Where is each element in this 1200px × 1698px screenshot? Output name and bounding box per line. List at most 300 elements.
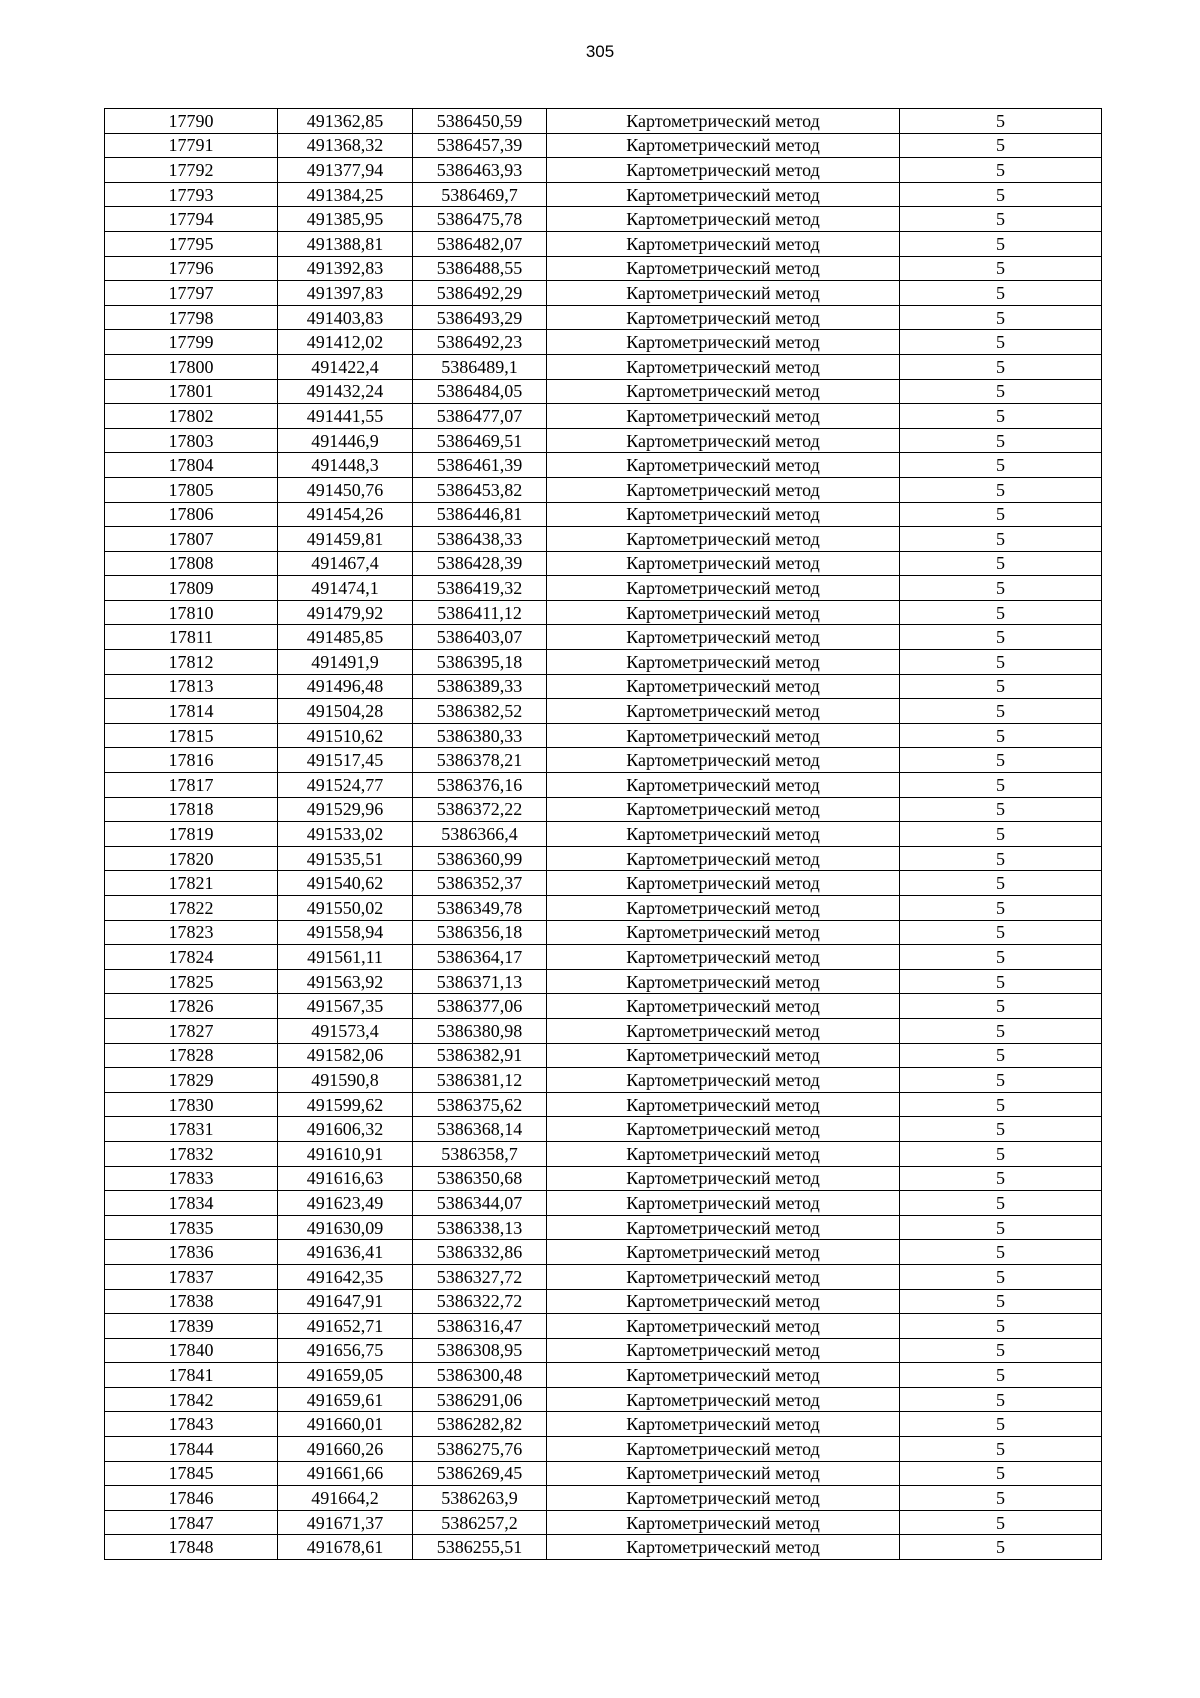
point-number-cell: 17827 (105, 1018, 278, 1043)
y-coordinate-cell: 5386411,12 (413, 600, 547, 625)
point-number-cell: 17824 (105, 945, 278, 970)
y-coordinate-cell: 5386338,13 (413, 1215, 547, 1240)
accuracy-cell: 5 (900, 133, 1102, 158)
table-row (105, 1092, 1102, 1117)
method-cell: Картометрический метод (547, 453, 900, 478)
table-row (105, 1338, 1102, 1363)
method-cell: Картометрический метод (547, 207, 900, 232)
accuracy-cell: 5 (900, 1215, 1102, 1240)
accuracy-cell: 5 (900, 1068, 1102, 1093)
accuracy-cell: 5 (900, 428, 1102, 453)
x-coordinate-cell: 491636,41 (278, 1240, 413, 1265)
accuracy-cell: 5 (900, 1043, 1102, 1068)
coordinates-table-body (105, 109, 1102, 1560)
y-coordinate-cell: 5386382,91 (413, 1043, 547, 1068)
accuracy-cell: 5 (900, 158, 1102, 183)
y-coordinate-cell: 5386275,76 (413, 1437, 547, 1462)
point-number-cell: 17848 (105, 1535, 278, 1560)
method-cell: Картометрический метод (547, 1018, 900, 1043)
y-coordinate-cell: 5386255,51 (413, 1535, 547, 1560)
point-number-cell: 17811 (105, 625, 278, 650)
method-cell: Картометрический метод (547, 404, 900, 429)
y-coordinate-cell: 5386403,07 (413, 625, 547, 650)
y-coordinate-cell: 5386364,17 (413, 945, 547, 970)
x-coordinate-cell: 491403,83 (278, 305, 413, 330)
x-coordinate-cell: 491540,62 (278, 871, 413, 896)
method-cell: Картометрический метод (547, 723, 900, 748)
table-row (105, 1191, 1102, 1216)
x-coordinate-cell: 491630,09 (278, 1215, 413, 1240)
y-coordinate-cell: 5386446,81 (413, 502, 547, 527)
accuracy-cell: 5 (900, 477, 1102, 502)
accuracy-cell: 5 (900, 576, 1102, 601)
x-coordinate-cell: 491496,48 (278, 674, 413, 699)
table-row (105, 477, 1102, 502)
x-coordinate-cell: 491504,28 (278, 699, 413, 724)
x-coordinate-cell: 491582,06 (278, 1043, 413, 1068)
method-cell: Картометрический метод (547, 354, 900, 379)
method-cell: Картометрический метод (547, 133, 900, 158)
table-row (105, 822, 1102, 847)
accuracy-cell: 5 (900, 920, 1102, 945)
accuracy-cell: 5 (900, 994, 1102, 1019)
method-cell: Картометрический метод (547, 945, 900, 970)
x-coordinate-cell: 491623,49 (278, 1191, 413, 1216)
x-coordinate-cell: 491441,55 (278, 404, 413, 429)
y-coordinate-cell: 5386372,22 (413, 797, 547, 822)
y-coordinate-cell: 5386475,78 (413, 207, 547, 232)
point-number-cell: 17804 (105, 453, 278, 478)
table-row (105, 1289, 1102, 1314)
method-cell: Картометрический метод (547, 846, 900, 871)
x-coordinate-cell: 491385,95 (278, 207, 413, 232)
point-number-cell: 17845 (105, 1461, 278, 1486)
table-row (105, 158, 1102, 183)
y-coordinate-cell: 5386360,99 (413, 846, 547, 871)
method-cell: Картометрический метод (547, 231, 900, 256)
point-number-cell: 17837 (105, 1264, 278, 1289)
table-row (105, 428, 1102, 453)
accuracy-cell: 5 (900, 1412, 1102, 1437)
table-row (105, 994, 1102, 1019)
y-coordinate-cell: 5386316,47 (413, 1314, 547, 1339)
point-number-cell: 17802 (105, 404, 278, 429)
x-coordinate-cell: 491660,26 (278, 1437, 413, 1462)
table-row (105, 1461, 1102, 1486)
x-coordinate-cell: 491388,81 (278, 231, 413, 256)
method-cell: Картометрический метод (547, 158, 900, 183)
table-row (105, 207, 1102, 232)
method-cell: Картометрический метод (547, 379, 900, 404)
x-coordinate-cell: 491606,32 (278, 1117, 413, 1142)
x-coordinate-cell: 491491,9 (278, 650, 413, 675)
table-row (105, 846, 1102, 871)
method-cell: Картометрический метод (547, 1387, 900, 1412)
method-cell: Картометрический метод (547, 527, 900, 552)
method-cell: Картометрический метод (547, 1043, 900, 1068)
accuracy-cell: 5 (900, 1486, 1102, 1511)
accuracy-cell: 5 (900, 748, 1102, 773)
accuracy-cell: 5 (900, 600, 1102, 625)
y-coordinate-cell: 5386308,95 (413, 1338, 547, 1363)
table-row (105, 945, 1102, 970)
y-coordinate-cell: 5386349,78 (413, 896, 547, 921)
x-coordinate-cell: 491610,91 (278, 1141, 413, 1166)
method-cell: Картометрический метод (547, 1412, 900, 1437)
point-number-cell: 17839 (105, 1314, 278, 1339)
x-coordinate-cell: 491524,77 (278, 773, 413, 798)
table-row (105, 723, 1102, 748)
y-coordinate-cell: 5386366,4 (413, 822, 547, 847)
accuracy-cell: 5 (900, 281, 1102, 306)
y-coordinate-cell: 5386356,18 (413, 920, 547, 945)
method-cell: Картометрический метод (547, 1314, 900, 1339)
accuracy-cell: 5 (900, 1437, 1102, 1462)
point-number-cell: 17807 (105, 527, 278, 552)
x-coordinate-cell: 491362,85 (278, 109, 413, 134)
x-coordinate-cell: 491642,35 (278, 1264, 413, 1289)
accuracy-cell: 5 (900, 207, 1102, 232)
y-coordinate-cell: 5386453,82 (413, 477, 547, 502)
x-coordinate-cell: 491459,81 (278, 527, 413, 552)
x-coordinate-cell: 491659,61 (278, 1387, 413, 1412)
point-number-cell: 17815 (105, 723, 278, 748)
y-coordinate-cell: 5386332,86 (413, 1240, 547, 1265)
table-row (105, 773, 1102, 798)
x-coordinate-cell: 491517,45 (278, 748, 413, 773)
method-cell: Картометрический метод (547, 1437, 900, 1462)
point-number-cell: 17836 (105, 1240, 278, 1265)
method-cell: Картометрический метод (547, 551, 900, 576)
y-coordinate-cell: 5386322,72 (413, 1289, 547, 1314)
table-row (105, 896, 1102, 921)
table-row (105, 576, 1102, 601)
table-row (105, 1240, 1102, 1265)
accuracy-cell: 5 (900, 1117, 1102, 1142)
x-coordinate-cell: 491529,96 (278, 797, 413, 822)
point-number-cell: 17800 (105, 354, 278, 379)
table-row (105, 1043, 1102, 1068)
table-row (105, 281, 1102, 306)
point-number-cell: 17801 (105, 379, 278, 404)
point-number-cell: 17829 (105, 1068, 278, 1093)
x-coordinate-cell: 491563,92 (278, 969, 413, 994)
y-coordinate-cell: 5386378,21 (413, 748, 547, 773)
point-number-cell: 17830 (105, 1092, 278, 1117)
x-coordinate-cell: 491454,26 (278, 502, 413, 527)
table-row (105, 182, 1102, 207)
y-coordinate-cell: 5386381,12 (413, 1068, 547, 1093)
y-coordinate-cell: 5386344,07 (413, 1191, 547, 1216)
accuracy-cell: 5 (900, 1510, 1102, 1535)
table-row (105, 551, 1102, 576)
method-cell: Картометрический метод (547, 182, 900, 207)
y-coordinate-cell: 5386450,59 (413, 109, 547, 134)
point-number-cell: 17820 (105, 846, 278, 871)
accuracy-cell: 5 (900, 650, 1102, 675)
point-number-cell: 17793 (105, 182, 278, 207)
accuracy-cell: 5 (900, 674, 1102, 699)
table-row (105, 256, 1102, 281)
x-coordinate-cell: 491392,83 (278, 256, 413, 281)
y-coordinate-cell: 5386492,23 (413, 330, 547, 355)
y-coordinate-cell: 5386395,18 (413, 650, 547, 675)
point-number-cell: 17816 (105, 748, 278, 773)
y-coordinate-cell: 5386463,93 (413, 158, 547, 183)
table-row (105, 969, 1102, 994)
method-cell: Картометрический метод (547, 281, 900, 306)
accuracy-cell: 5 (900, 109, 1102, 134)
accuracy-cell: 5 (900, 945, 1102, 970)
table-row (105, 527, 1102, 552)
accuracy-cell: 5 (900, 773, 1102, 798)
y-coordinate-cell: 5386282,82 (413, 1412, 547, 1437)
point-number-cell: 17797 (105, 281, 278, 306)
point-number-cell: 17838 (105, 1289, 278, 1314)
x-coordinate-cell: 491450,76 (278, 477, 413, 502)
x-coordinate-cell: 491412,02 (278, 330, 413, 355)
accuracy-cell: 5 (900, 625, 1102, 650)
accuracy-cell: 5 (900, 1535, 1102, 1560)
method-cell: Картометрический метод (547, 1141, 900, 1166)
point-number-cell: 17810 (105, 600, 278, 625)
table-row (105, 920, 1102, 945)
y-coordinate-cell: 5386389,33 (413, 674, 547, 699)
table-row (105, 502, 1102, 527)
table-row (105, 1068, 1102, 1093)
table-row (105, 1510, 1102, 1535)
x-coordinate-cell: 491647,91 (278, 1289, 413, 1314)
accuracy-cell: 5 (900, 502, 1102, 527)
y-coordinate-cell: 5386358,7 (413, 1141, 547, 1166)
accuracy-cell: 5 (900, 1166, 1102, 1191)
table-row (105, 1018, 1102, 1043)
y-coordinate-cell: 5386382,52 (413, 699, 547, 724)
x-coordinate-cell: 491678,61 (278, 1535, 413, 1560)
point-number-cell: 17799 (105, 330, 278, 355)
accuracy-cell: 5 (900, 969, 1102, 994)
method-cell: Картометрический метод (547, 502, 900, 527)
y-coordinate-cell: 5386269,45 (413, 1461, 547, 1486)
page-number: 305 (585, 42, 615, 61)
table-row (105, 231, 1102, 256)
method-cell: Картометрический метод (547, 773, 900, 798)
point-number-cell: 17825 (105, 969, 278, 994)
method-cell: Картометрический метод (547, 797, 900, 822)
y-coordinate-cell: 5386371,13 (413, 969, 547, 994)
accuracy-cell: 5 (900, 551, 1102, 576)
accuracy-cell: 5 (900, 1264, 1102, 1289)
x-coordinate-cell: 491558,94 (278, 920, 413, 945)
point-number-cell: 17814 (105, 699, 278, 724)
method-cell: Картометрический метод (547, 1166, 900, 1191)
method-cell: Картометрический метод (547, 822, 900, 847)
y-coordinate-cell: 5386291,06 (413, 1387, 547, 1412)
accuracy-cell: 5 (900, 1141, 1102, 1166)
x-coordinate-cell: 491616,63 (278, 1166, 413, 1191)
x-coordinate-cell: 491432,24 (278, 379, 413, 404)
table-row (105, 1264, 1102, 1289)
accuracy-cell: 5 (900, 1289, 1102, 1314)
accuracy-cell: 5 (900, 256, 1102, 281)
method-cell: Картометрический метод (547, 1068, 900, 1093)
coordinates-table (104, 108, 1102, 1560)
point-number-cell: 17844 (105, 1437, 278, 1462)
method-cell: Картометрический метод (547, 477, 900, 502)
point-number-cell: 17812 (105, 650, 278, 675)
method-cell: Картометрический метод (547, 1486, 900, 1511)
method-cell: Картометрический метод (547, 969, 900, 994)
y-coordinate-cell: 5386438,33 (413, 527, 547, 552)
table-row (105, 1437, 1102, 1462)
x-coordinate-cell: 491448,3 (278, 453, 413, 478)
point-number-cell: 17843 (105, 1412, 278, 1437)
point-number-cell: 17790 (105, 109, 278, 134)
point-number-cell: 17796 (105, 256, 278, 281)
table-row (105, 330, 1102, 355)
method-cell: Картометрический метод (547, 305, 900, 330)
x-coordinate-cell: 491446,9 (278, 428, 413, 453)
point-number-cell: 17828 (105, 1043, 278, 1068)
accuracy-cell: 5 (900, 354, 1102, 379)
y-coordinate-cell: 5386457,39 (413, 133, 547, 158)
table-row (105, 1117, 1102, 1142)
table-row (105, 1141, 1102, 1166)
point-number-cell: 17840 (105, 1338, 278, 1363)
x-coordinate-cell: 491652,71 (278, 1314, 413, 1339)
x-coordinate-cell: 491671,37 (278, 1510, 413, 1535)
accuracy-cell: 5 (900, 379, 1102, 404)
x-coordinate-cell: 491599,62 (278, 1092, 413, 1117)
point-number-cell: 17826 (105, 994, 278, 1019)
accuracy-cell: 5 (900, 1338, 1102, 1363)
table-row (105, 1387, 1102, 1412)
x-coordinate-cell: 491567,35 (278, 994, 413, 1019)
x-coordinate-cell: 491397,83 (278, 281, 413, 306)
point-number-cell: 17834 (105, 1191, 278, 1216)
method-cell: Картометрический метод (547, 1535, 900, 1560)
point-number-cell: 17808 (105, 551, 278, 576)
x-coordinate-cell: 491368,32 (278, 133, 413, 158)
table-row (105, 305, 1102, 330)
table-row (105, 797, 1102, 822)
point-number-cell: 17809 (105, 576, 278, 601)
accuracy-cell: 5 (900, 453, 1102, 478)
table-row (105, 404, 1102, 429)
point-number-cell: 17798 (105, 305, 278, 330)
y-coordinate-cell: 5386484,05 (413, 379, 547, 404)
x-coordinate-cell: 491659,05 (278, 1363, 413, 1388)
x-coordinate-cell: 491590,8 (278, 1068, 413, 1093)
table-row (105, 453, 1102, 478)
method-cell: Картометрический метод (547, 1240, 900, 1265)
point-number-cell: 17806 (105, 502, 278, 527)
accuracy-cell: 5 (900, 1363, 1102, 1388)
method-cell: Картометрический метод (547, 871, 900, 896)
y-coordinate-cell: 5386477,07 (413, 404, 547, 429)
accuracy-cell: 5 (900, 846, 1102, 871)
y-coordinate-cell: 5386350,68 (413, 1166, 547, 1191)
point-number-cell: 17819 (105, 822, 278, 847)
point-number-cell: 17822 (105, 896, 278, 921)
accuracy-cell: 5 (900, 330, 1102, 355)
accuracy-cell: 5 (900, 527, 1102, 552)
y-coordinate-cell: 5386469,51 (413, 428, 547, 453)
y-coordinate-cell: 5386469,7 (413, 182, 547, 207)
x-coordinate-cell: 491510,62 (278, 723, 413, 748)
y-coordinate-cell: 5386493,29 (413, 305, 547, 330)
method-cell: Картометрический метод (547, 920, 900, 945)
method-cell: Картометрический метод (547, 699, 900, 724)
method-cell: Картометрический метод (547, 1092, 900, 1117)
x-coordinate-cell: 491474,1 (278, 576, 413, 601)
point-number-cell: 17805 (105, 477, 278, 502)
method-cell: Картометрический метод (547, 1215, 900, 1240)
y-coordinate-cell: 5386263,9 (413, 1486, 547, 1511)
accuracy-cell: 5 (900, 182, 1102, 207)
point-number-cell: 17846 (105, 1486, 278, 1511)
point-number-cell: 17823 (105, 920, 278, 945)
x-coordinate-cell: 491656,75 (278, 1338, 413, 1363)
table-row (105, 699, 1102, 724)
method-cell: Картометрический метод (547, 674, 900, 699)
x-coordinate-cell: 491664,2 (278, 1486, 413, 1511)
table-row (105, 109, 1102, 134)
accuracy-cell: 5 (900, 1461, 1102, 1486)
table-row (105, 625, 1102, 650)
y-coordinate-cell: 5386380,98 (413, 1018, 547, 1043)
y-coordinate-cell: 5386482,07 (413, 231, 547, 256)
accuracy-cell: 5 (900, 822, 1102, 847)
method-cell: Картометрический метод (547, 1461, 900, 1486)
x-coordinate-cell: 491422,4 (278, 354, 413, 379)
method-cell: Картометрический метод (547, 1338, 900, 1363)
y-coordinate-cell: 5386461,39 (413, 453, 547, 478)
table-row (105, 1363, 1102, 1388)
x-coordinate-cell: 491479,92 (278, 600, 413, 625)
point-number-cell: 17831 (105, 1117, 278, 1142)
method-cell: Картометрический метод (547, 1191, 900, 1216)
accuracy-cell: 5 (900, 1018, 1102, 1043)
method-cell: Картометрический метод (547, 576, 900, 601)
point-number-cell: 17794 (105, 207, 278, 232)
point-number-cell: 17791 (105, 133, 278, 158)
x-coordinate-cell: 491661,66 (278, 1461, 413, 1486)
method-cell: Картометрический метод (547, 625, 900, 650)
point-number-cell: 17818 (105, 797, 278, 822)
x-coordinate-cell: 491561,11 (278, 945, 413, 970)
x-coordinate-cell: 491384,25 (278, 182, 413, 207)
y-coordinate-cell: 5386492,29 (413, 281, 547, 306)
point-number-cell: 17847 (105, 1510, 278, 1535)
y-coordinate-cell: 5386428,39 (413, 551, 547, 576)
x-coordinate-cell: 491535,51 (278, 846, 413, 871)
method-cell: Картометрический метод (547, 650, 900, 675)
y-coordinate-cell: 5386257,2 (413, 1510, 547, 1535)
point-number-cell: 17832 (105, 1141, 278, 1166)
point-number-cell: 17841 (105, 1363, 278, 1388)
accuracy-cell: 5 (900, 1191, 1102, 1216)
method-cell: Картометрический метод (547, 1264, 900, 1289)
table-row (105, 650, 1102, 675)
method-cell: Картометрический метод (547, 600, 900, 625)
table-row (105, 1166, 1102, 1191)
method-cell: Картометрический метод (547, 109, 900, 134)
point-number-cell: 17813 (105, 674, 278, 699)
method-cell: Картометрический метод (547, 896, 900, 921)
table-row (105, 600, 1102, 625)
y-coordinate-cell: 5386419,32 (413, 576, 547, 601)
